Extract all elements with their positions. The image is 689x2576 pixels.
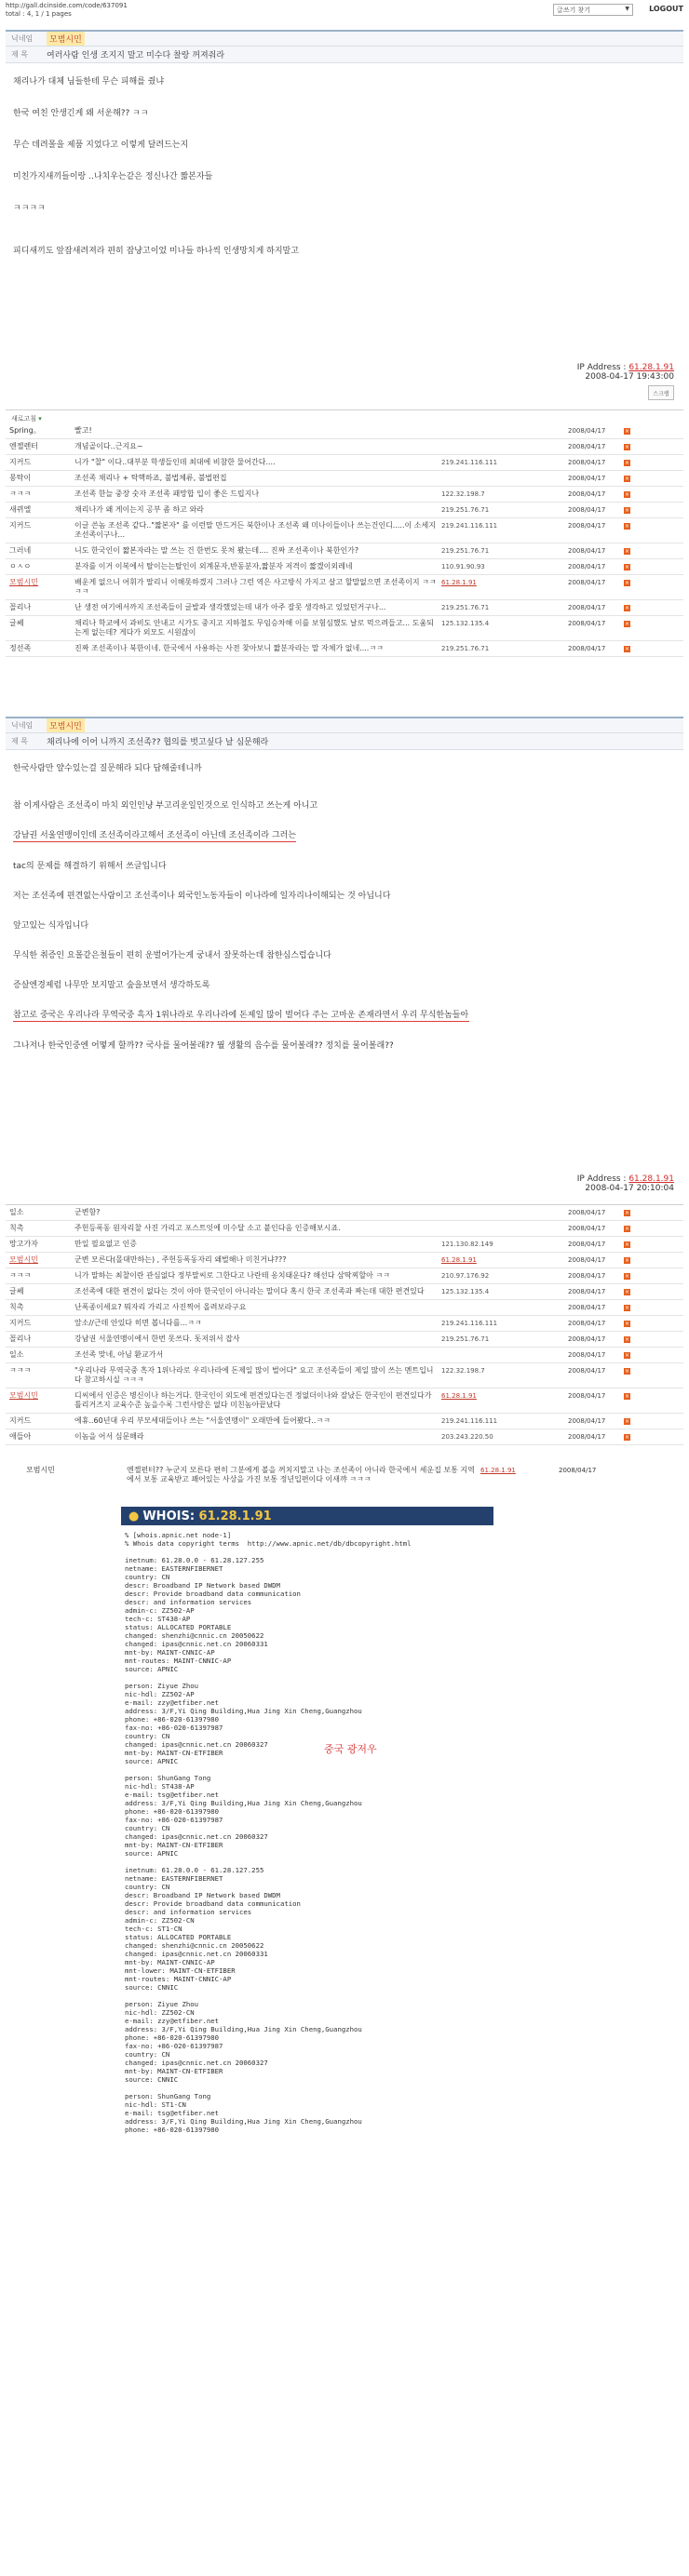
comments-2 xyxy=(6,1204,683,1445)
close-icon: × xyxy=(624,1226,630,1232)
post-line: 앞고있는 식자입니다 xyxy=(13,921,89,931)
comment-author[interactable]: 그러네 xyxy=(9,546,32,555)
comment-author[interactable]: 새뀌엘 xyxy=(9,505,32,514)
writer-label: 닉네임 xyxy=(11,34,34,43)
comment-ip: 219.241.116.111 xyxy=(441,522,498,530)
comment-ip xyxy=(439,439,566,454)
comment-date: 2008/04/17 xyxy=(568,1351,606,1359)
comment-row xyxy=(6,1221,683,1237)
search-select-label: 글쓰기 찾기 xyxy=(557,7,591,14)
comment-author[interactable]: 망고가자 xyxy=(9,1240,38,1248)
comment-date: 2008/04/17 xyxy=(568,1433,606,1441)
comment-ip: 219.251.76.71 xyxy=(441,604,490,611)
post-line: 한국사람만 얄수있는걸 질문해라 되다 답해줄테니까 xyxy=(13,764,202,773)
post-title: 채리나에 이어 니까지 조선족?? 협의를 벗고싶다 날 심문해라 xyxy=(47,738,269,747)
close-icon: × xyxy=(624,1368,630,1375)
post-line: 참 이게사람은 조선족이 마치 외인인냥 부고리운일인것으로 인식하고 쓰는게 아니고 xyxy=(13,801,318,811)
comment-row xyxy=(6,471,683,487)
post-ip-box xyxy=(6,1174,683,1193)
comment-row xyxy=(6,575,683,600)
comment-ip xyxy=(439,1300,566,1315)
comment-ip: 219.251.76.71 xyxy=(441,547,490,555)
comment-ip: 219.241.116.111 xyxy=(441,1417,498,1425)
comment-row xyxy=(6,487,683,503)
comment-date: 2008/04/17 xyxy=(568,459,606,466)
comment-row xyxy=(6,1284,683,1300)
comment-row xyxy=(6,559,683,575)
delete-comment-button[interactable] xyxy=(624,1316,633,1331)
comment-ip: 219.241.116.111 xyxy=(441,459,498,466)
page-count: total : 4, 1 / 1 pages xyxy=(6,10,72,18)
comment-author[interactable]: ㅇㅅㅇ xyxy=(9,562,32,570)
comment-date: 2008/04/17 xyxy=(568,1392,606,1400)
comment-ip: 110.91.90.93 xyxy=(441,563,485,570)
post-title-row xyxy=(6,47,683,63)
comment-author[interactable]: 지커드 xyxy=(9,1416,32,1425)
comment-row xyxy=(6,1316,683,1332)
comment-author[interactable]: 몽탁이 xyxy=(9,474,32,482)
post-writer-row xyxy=(6,30,683,47)
comment-ip xyxy=(439,1205,566,1220)
comment-text: 니가 "찰" 이다..대부분 학생들인데 최대에 비참한 물어간다.... xyxy=(74,458,276,466)
delete-comment-button[interactable] xyxy=(624,471,633,486)
comment-text: 군변함? xyxy=(74,1208,101,1216)
delete-comment-button[interactable] xyxy=(624,1237,633,1252)
comment-text: 난폭종이세요? 뭐자리 가리고 사진찍어 올려보라구요 xyxy=(74,1303,247,1311)
comment-ip: 122.32.198.7 xyxy=(441,1367,485,1375)
close-icon: × xyxy=(624,1418,630,1425)
close-icon: × xyxy=(624,476,630,482)
post-date: 2008-04-17 20:10:04 xyxy=(585,1184,674,1193)
comment-author[interactable]: 정선족 xyxy=(9,644,32,652)
comment-date: 2008/04/17 xyxy=(568,427,606,435)
delete-comment-button[interactable] xyxy=(624,575,633,599)
comment-author[interactable]: 지커드 xyxy=(9,458,32,466)
comment-text: 군변 모른다(몰대만하는) , 주헌등폭동자리 왜벌해나 미친거냐??? xyxy=(74,1255,287,1264)
whois-title-prefix: WHOIS: xyxy=(142,1509,199,1523)
comment-row xyxy=(6,641,683,657)
comment-text: 이놈을 어서 심문해라 xyxy=(74,1432,144,1441)
comment-ip: 219.251.76.71 xyxy=(441,645,490,652)
comment-author[interactable]: 지커드 xyxy=(9,1319,32,1327)
close-icon: × xyxy=(624,428,630,435)
close-icon: × xyxy=(624,1289,630,1295)
comment-date: 2008/04/17 xyxy=(568,604,606,611)
comment-date: 2008/04/17 xyxy=(568,645,606,652)
comment-text: 채리나 학교에서 과비도 안내고 시가도 중지고 지하철도 무임승차해 이를 보험심했도 날로 먹으려들고... 도움되는게 없는데? 게다가 외모도 시원잖이 xyxy=(74,619,434,637)
comment-text: 앞소//근데 안있다 히면 봅니다를...ㅋㅋ xyxy=(74,1319,202,1327)
comment-author[interactable]: 모범시민 xyxy=(9,1255,38,1264)
delete-comment-button[interactable] xyxy=(624,1300,633,1315)
delete-comment-button[interactable] xyxy=(624,1429,633,1444)
comment-row xyxy=(6,1332,683,1348)
comment-date: 2008/04/17 xyxy=(568,579,606,586)
comment-ip: 125.132.135.4 xyxy=(441,620,490,627)
comment-ip: 219.241.116.111 xyxy=(441,1320,498,1327)
comment-author[interactable]: 칙촉 xyxy=(9,1303,24,1311)
comment-ip xyxy=(439,1348,566,1362)
whois-ip: 61.28.1.91 xyxy=(198,1509,272,1523)
comment-date: 2008/04/17 xyxy=(568,1256,606,1264)
comment-text: 진짜 조선족이나 북한이네. 한국에서 사용하는 사전 찾아보니 짧분자라는 말 자체가 없네....ㅋㅋ xyxy=(74,644,384,652)
comment-author[interactable]: Spring。 xyxy=(9,426,41,435)
close-icon: × xyxy=(624,1273,630,1280)
search-select[interactable] xyxy=(553,4,633,16)
comment-date: 2008/04/17 xyxy=(568,1417,606,1425)
post-line: ㅋㅋㅋㅋ xyxy=(13,204,46,213)
post-line: 한국 여친 안생긴게 왜 서운해?? ㅋㅋ xyxy=(13,109,149,118)
comment-ip: 125.132.135.4 xyxy=(441,1288,490,1295)
comment-row xyxy=(6,1363,683,1389)
post-line: tac의 문제를 해결하기 위해서 쓰글입니다 xyxy=(13,862,167,871)
comment-date: 2008/04/17 xyxy=(568,1367,606,1375)
comment-text: 니가 말하는 최찰이란 관심없다 정부말씨로 그한다고 나란테 옹치태운다? 해선다 삼딱찌할아 ㅋㅋ xyxy=(74,1271,390,1280)
comment-text: 난 생전 여기에서까지 조선족들이 글발과 생각했었는데 내가 아주 잘못 생각하고 있었던거구나... xyxy=(74,603,386,611)
comment-list xyxy=(6,1205,683,1445)
post-body xyxy=(6,63,683,363)
comment-ip: 122.32.198.7 xyxy=(441,490,485,498)
title-label: 제 목 xyxy=(11,737,28,745)
post-line: 피디새끼도 앞잡새려져라 편히 잡냥고이었 미나들 하나씩 인생망치게 하지말고 xyxy=(13,247,299,256)
close-icon: × xyxy=(624,1434,630,1441)
post-line: 무식한 취증인 요몰같은철들이 편히 운벌어가는게 궁내서 잘못하는데 참한심스럽습니다 xyxy=(13,951,331,960)
delete-comment-button[interactable] xyxy=(624,1363,633,1388)
post-line: 그나저나 한국인중엔 어떻게 할까?? 국사를 물어볼래?? 뭘 생활의 음수를 물어볼래?? 정치를 물어볼래?? xyxy=(13,1041,394,1051)
comment-date: 2008/04/17 xyxy=(568,1225,606,1232)
comment-author[interactable]: 일소 xyxy=(9,1350,24,1359)
comment-date: 2008/04/17 xyxy=(568,490,606,498)
comment-author[interactable]: 모범시민 xyxy=(9,578,38,586)
comments-header xyxy=(6,410,683,423)
close-icon: × xyxy=(624,621,630,627)
close-icon: × xyxy=(624,523,630,530)
comment-text: 엔젤펀터?? 누군지 모른다 편히 그분에게 볼을 꺼치지말고 나는 조선족이 아니라 한국에서 세운집 보통 지역에서 보통 교육받고 꽤어있는 사상을 가진 보통 정년입편이다 이새꺄 ㅋㅋㅋ xyxy=(127,1466,475,1483)
comment-author[interactable]: 글쎄 xyxy=(9,1287,24,1295)
comment-text: "우리나라 무역국중 흑자 1위나라로 우리나라에 돈제일 많이 벌어다" 요고 조선족들이 제일 많이 쓰는 멘트입니다 참고하시실 ㅋㅋㅋ xyxy=(74,1366,434,1384)
comment-ip: 61.28.1.91 xyxy=(441,1392,477,1400)
delete-comment-button[interactable] xyxy=(624,1268,633,1283)
close-icon: × xyxy=(624,1352,630,1359)
post-2 xyxy=(6,717,683,1193)
comment-author[interactable]: 일소 xyxy=(9,1208,24,1216)
comment-date: 2008/04/17 xyxy=(568,1241,606,1248)
close-icon: × xyxy=(624,1257,630,1264)
delete-comment-button[interactable] xyxy=(624,1284,633,1299)
post-ip-link[interactable]: 61.28.1.91 xyxy=(628,363,674,372)
ip-label: IP Address : xyxy=(576,1174,629,1184)
comment-row xyxy=(6,518,683,543)
comment-row xyxy=(6,1268,683,1284)
post-line: 채리나가 대체 님들한테 무슨 피해를 줬냐 xyxy=(13,77,165,87)
comment-ip: 210.97.176.92 xyxy=(441,1272,490,1280)
comment-row xyxy=(6,600,683,616)
post-body xyxy=(6,750,683,1174)
comment-ip[interactable]: 61.28.1.91 xyxy=(480,1467,516,1474)
delete-comment-button[interactable] xyxy=(624,455,633,470)
close-icon: × xyxy=(624,1305,630,1311)
comment-date: 2008/04/17 xyxy=(568,1320,606,1327)
comment-author[interactable]: ㅋㅋㅋ xyxy=(9,490,32,498)
comment-date: 2008/04/17 xyxy=(568,620,606,627)
delete-comment-button[interactable] xyxy=(624,1205,633,1220)
comments-1 xyxy=(6,409,683,657)
globe-icon: ● xyxy=(128,1509,140,1523)
comment-text: 조선족 채리나 + 탁핵하죠, 불법체류, 불법편집 xyxy=(74,474,227,482)
ip-label: IP Address : xyxy=(576,363,629,372)
comment-author[interactable]: 엔젤렌터 xyxy=(9,442,38,450)
comment-date: 2008/04/17 xyxy=(568,547,606,555)
refresh-link[interactable]: 새로고침 xyxy=(11,415,37,423)
delete-comment-button[interactable] xyxy=(624,559,633,574)
close-icon: × xyxy=(624,548,630,555)
comment-row xyxy=(6,1389,683,1414)
comment-author[interactable]: 모범시민 xyxy=(9,1391,38,1400)
delete-comment-button[interactable] xyxy=(624,1332,633,1347)
comment-date: 2008/04/17 xyxy=(568,475,606,482)
comment-ip: 219.251.76.71 xyxy=(441,1335,490,1343)
comment-author[interactable]: ㅋㅋㅋ xyxy=(9,1366,32,1375)
comment-date: 2008/04/17 xyxy=(568,522,606,530)
comment-row xyxy=(6,503,683,518)
whois-note: 중국 광저우 xyxy=(324,1743,377,1755)
comment-date: 2008/04/17 xyxy=(568,1209,606,1216)
post-line: 강남권 서울연맹이인데 조선족이라고해서 조선족이 아닌데 조선족이라 그러는 xyxy=(13,831,297,840)
close-icon: × xyxy=(624,491,630,498)
comment-date: 2008/04/17 xyxy=(568,563,606,570)
delete-comment-button[interactable] xyxy=(624,487,633,502)
standalone-comment xyxy=(6,1466,683,1484)
comment-date: 2008/04/17 xyxy=(568,443,606,450)
delete-comment-button[interactable] xyxy=(624,600,633,615)
comment-text: 분자를 이거 이복에서 탈이는는탈인이 외계문자,반동분자,짧분자 저격이 짧겠이외레네 xyxy=(74,562,353,570)
post-writer-row xyxy=(6,717,683,733)
delete-comment-button[interactable] xyxy=(624,1389,633,1413)
refresh-icon[interactable]: ▾ xyxy=(38,415,42,423)
post-1 xyxy=(6,30,683,400)
post-title-row xyxy=(6,733,683,750)
comment-ip: 203.243.220.50 xyxy=(441,1433,493,1441)
post-line: 저는 조선족에 편견없는사람이고 조선족이나 외국인노동자들이 이나라에 일자리나이해되는 것 아닙니다 xyxy=(13,892,391,901)
post-nick[interactable]: 모범시민 xyxy=(47,718,85,732)
logout-link[interactable]: LOGOUT xyxy=(649,5,683,13)
comment-ip: 121.130.82.149 xyxy=(441,1241,493,1248)
comment-text: 조선족 맞네, 아님 환교가서 xyxy=(74,1350,164,1359)
delete-comment-button[interactable] xyxy=(624,1414,633,1429)
close-icon: × xyxy=(624,564,630,570)
top-bar xyxy=(0,0,689,20)
delete-comment-button[interactable] xyxy=(624,503,633,517)
post-date: 2008-04-17 19:43:00 xyxy=(585,372,674,382)
chevron-down-icon: ▼ xyxy=(625,6,629,12)
comment-text: 개념골이다..근지요~ xyxy=(74,442,143,450)
whois-title xyxy=(121,1507,493,1525)
post-line: 무슨 데려몰을 제품 지었다고 이렇게 달려드는지 xyxy=(13,141,189,150)
whois-record: % [whois.apnic.net node-1] % Whois data copyright terms http://www.apnic.net/db/dbcopyright.html inetnum: 61.28.0.0 - 61.28.127.255 netname: EASTERNFIBERNET country: CN descr: Broadband IP Network based DWDM descr: Provide broadband data communication descr: and information services admin-c: ZZ502-AP tech-c: ST438-AP status: ALLOCATED PORTABLE changed: shenzhi@cnnic.cn 20050622 changed: ipas@cnnic.net.cn 20060331 mnt-by: MAINT-CNNIC-AP mnt-routes: MAINT-CNNIC-AP source: APNIC person: Ziyue Zhou nic-hdl: ZZ502-AP e-mail: zzy@etfiber.net address: 3/F,Yi Qing Building,Hua Jing Xin Cheng,Guangzhou phone: +86-020-61397980 fax-no: +86-020-61397987 country: CN changed: ipas@cnnic.net.cn 20060327 mnt-by: MAINT-CN-ETFIBER source: APNIC person: ShunGang Tong nic-hdl: ST438-AP e-mail: tsg@etfiber.net address: 3/F,Yi Qing Building,Hua Jing Xin Cheng,Guangzhou phone: +86-020-61397980 fax-no: +86-020-61397987 country: CN changed: ipas@cnnic.net.cn 20060327 mnt-by: MAINT-CN-ETFIBER source: APNIC inetnum: 61.28.0.0 - 61.28.127.255 netname: EASTERNFIBERNET country: CN descr: Broadband IP Network based DWDM descr: Provide broadband data communication descr: and information services admin-c: ZZ502-CN tech-c: ST1-CN status: ALLOCATED PORTABLE changed: shenzhi@cnnic.cn 20050622 changed: ipas@cnnic.net.cn 20060331 mnt-by: MAINT-CNNIC-AP mnt-lower: MAINT-CN-ETFIBER mnt-routes: MAINT-CNNIC-AP source: CNNIC person: Ziyue Zhou nic-hdl: ZZ502-CN e-mail: zzy@etfiber.net address: 3/F,Yi Qing Building,Hua Jing Xin Cheng,Guangzhou phone: +86-020-61397980 fax-no: +86-020-61397987 country: CN changed: ipas@cnnic.net.cn 20060327 mnt-by: MAINT-CN-ETFIBER source: CNNIC person: ShunGang Tong nic-hdl: ST1-CN e-mail: tsg@etfiber.net address: 3/F,Yi Qing Building,Hua Jing Xin Cheng,Guangzhou phone: +86-020-61397980 xyxy=(125,1531,412,2134)
comment-row xyxy=(6,423,683,439)
delete-comment-button[interactable] xyxy=(624,1253,633,1268)
close-icon: × xyxy=(624,1210,630,1216)
scrap-button[interactable]: 스크랩 xyxy=(648,385,674,400)
comment-date: 2008/04/17 xyxy=(568,1304,606,1311)
title-label: 제 목 xyxy=(11,50,28,59)
delete-comment-button[interactable] xyxy=(624,641,633,656)
comment-row xyxy=(6,1237,683,1253)
comment-author[interactable]: 글쎄 xyxy=(9,619,24,627)
close-icon: × xyxy=(624,1241,630,1248)
delete-comment-button[interactable] xyxy=(624,1348,633,1362)
comment-date: 2008/04/17 xyxy=(568,1335,606,1343)
comment-row xyxy=(6,455,683,471)
comment-row xyxy=(6,1414,683,1429)
comment-list xyxy=(6,423,683,657)
comment-row xyxy=(6,616,683,641)
close-icon: × xyxy=(624,1321,630,1327)
delete-comment-button[interactable] xyxy=(624,423,633,438)
comment-text: 이글 쓴놈 조선족 같다.."짧본자" 를 이런말 만드거든 북한이나 조선족 왜 미나이들이나 쓰는건인디.....이 소세지 조선족이구나... xyxy=(74,521,436,539)
comment-ip xyxy=(439,1221,566,1236)
comment-author[interactable]: 꼴리나 xyxy=(9,1335,32,1343)
comment-author[interactable]: 꼴리나 xyxy=(9,603,32,611)
comment-ip: 61.28.1.91 xyxy=(441,1256,477,1264)
whois-panel xyxy=(121,1507,512,2140)
comment-ip xyxy=(439,423,566,438)
comment-ip: 61.28.1.91 xyxy=(441,579,477,586)
comment-text: 조선족에 대한 편견이 없다는 것이 아마 한국인이 아니라는 말이다 혹시 한국 조선족과 짜는데 대한 편견있다 xyxy=(74,1287,425,1295)
comment-date: 2008/04/17 xyxy=(568,506,606,514)
comment-author[interactable]: ㅋㅋㅋ xyxy=(9,1271,32,1280)
comment-row xyxy=(6,1300,683,1316)
close-icon: × xyxy=(624,646,630,652)
close-icon: × xyxy=(624,460,630,466)
delete-comment-button[interactable] xyxy=(624,1221,633,1236)
comment-ip: 219.251.76.71 xyxy=(441,506,490,514)
comment-text: 조선족 한늘 중장 숫자 조선족 패망합 입이 좋은 드립지나 xyxy=(74,490,260,498)
comment-author[interactable]: 애들아 xyxy=(9,1432,32,1441)
close-icon: × xyxy=(624,507,630,514)
delete-comment-button[interactable] xyxy=(624,543,633,558)
post-line: 참고로 중국은 우리나라 무역국중 흑자 1위나라로 우리나라에 돈제일 많이 벌어다 주는 고마운 존재라면서 우리 무식한놈들아 xyxy=(13,1011,469,1020)
post-line: 증살엔경제럼 나무만 보지말고 숲을보면서 생각하도록 xyxy=(13,981,210,990)
post-nick[interactable]: 모범시민 xyxy=(47,32,85,46)
comment-text: 채리나가 왜 게이는지 공부 좀 하고 와라 xyxy=(74,505,204,514)
post-line: 미친가지새끼들이랑 ..나치우는같은 정신나간 짧본자들 xyxy=(13,172,213,181)
comment-text: 강남권 서울연맹이에서 한번 못쓰다. 돗저위서 잡사 xyxy=(74,1335,240,1343)
close-icon: × xyxy=(624,444,630,450)
post-title: 여러사람 인생 조지지 말고 미수다 찰랑 꺼져줘라 xyxy=(47,51,225,60)
delete-comment-button[interactable] xyxy=(624,439,633,454)
writer-label: 닉네임 xyxy=(11,721,34,730)
comment-row xyxy=(6,1348,683,1363)
comment-text: 만일 필요없고 인증 xyxy=(74,1240,137,1248)
delete-comment-button[interactable] xyxy=(624,518,633,543)
comment-row xyxy=(6,543,683,559)
comment-text: 디씨에서 인증은 병신이나 하는거다. 한국인이 외도에 편견있다는건 정없더이나와 잘났든 한국인이 편견있다가 틀리거즈지 교육수준 높을수록 그런사람은 없다 미친놈아끝났다 xyxy=(74,1391,432,1409)
close-icon: × xyxy=(624,1336,630,1343)
comment-text: 배운게 없으니 어휘가 딸리니 이해못하겠지 그러나 그런 역은 사고방식 가지고 살고 할말없으면 조선족이지 ㅋㅋㅋㅋ xyxy=(74,578,437,596)
comment-row xyxy=(6,439,683,455)
comment-row xyxy=(6,1253,683,1268)
comment-author[interactable]: 모범시민 xyxy=(26,1466,55,1474)
page-url: http://gall.dcinside.com/code/637091 xyxy=(6,2,128,9)
comment-date: 2008/04/17 xyxy=(559,1467,597,1474)
post-ip-link[interactable]: 61.28.1.91 xyxy=(628,1174,674,1184)
comment-row xyxy=(6,1205,683,1221)
close-icon: × xyxy=(624,1393,630,1400)
comment-text: 에휴..60년대 우리 부모세대들이나 쓰는 "서울연맹이" 오래만에 들어봤다..ㅋㅋ xyxy=(74,1416,331,1425)
comment-date: 2008/04/17 xyxy=(568,1288,606,1295)
comment-date: 2008/04/17 xyxy=(568,1272,606,1280)
comment-author[interactable]: 칙촉 xyxy=(9,1224,24,1232)
comment-ip xyxy=(439,471,566,486)
close-icon: × xyxy=(624,605,630,611)
post-ip-box xyxy=(6,363,683,382)
comment-text: 주헌등폭동 원자리찰 사진 가리고 포스트잇에 미수달 소고 붙인다음 인증해보시죠. xyxy=(74,1224,341,1232)
comment-text: 니도 한국인이 짧본자라는 말 쓰는 건 한번도 못처 봤는데.... 진짜 조선족이나 북한인가? xyxy=(74,546,359,555)
delete-comment-button[interactable] xyxy=(624,616,633,640)
close-icon: × xyxy=(624,580,630,586)
comment-text: 빨고! xyxy=(74,426,92,435)
comment-row xyxy=(6,1429,683,1445)
comment-author[interactable]: 지커드 xyxy=(9,521,32,530)
